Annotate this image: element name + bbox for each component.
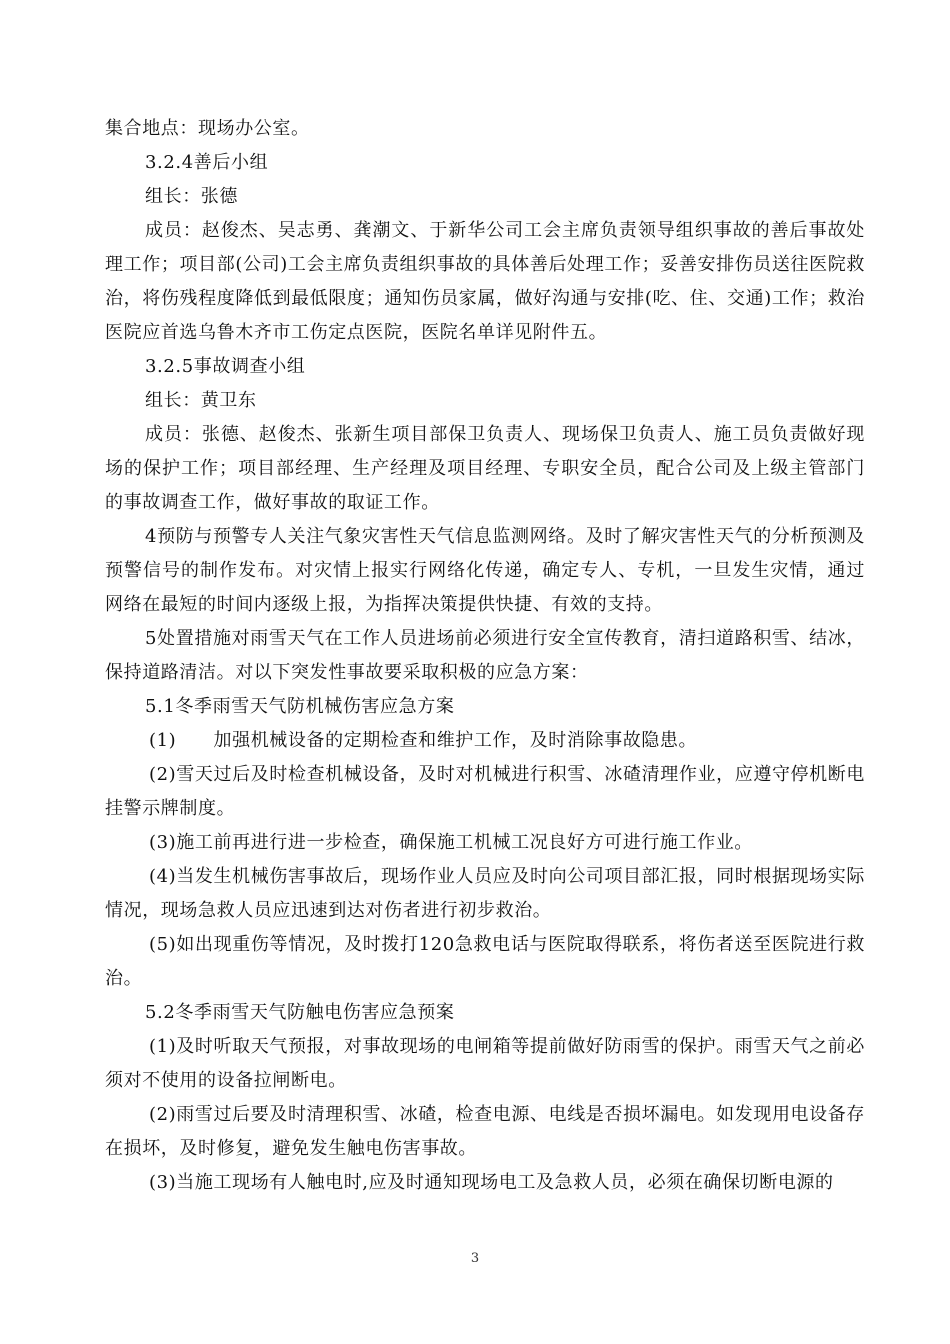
heading-5-1: 5.1冬季雨雪天气防机械伤害应急方案 (145, 696, 455, 717)
paragraph-section-5: 5处置措施对雨雪天气在工作人员进场前必须进行安全宣传教育，清扫道路积雪、结冰，保持道路清洁。对以下突发性事故要采取积极的应急方案： (105, 628, 865, 683)
list-item-5-1-3: (3)施工前再进行进一步检查，确保施工机械工况良好方可进行施工作业。 (149, 832, 753, 853)
page-number: 3 (470, 1251, 480, 1266)
heading-5-2: 5.2冬季雨雪天气防触电伤害应急预案 (145, 1002, 455, 1023)
paragraph-members-3-2-5: 成员：张德、赵俊杰、张新生项目部保卫负责人、现场保卫负责人、施工员负责做好现场的保护工作；项目部经理、生产经理及项目经理、专职安全员，配合公司及上级主管部门的事故调查工作，做好事故的取证工作。 (105, 424, 865, 513)
paragraph-leader-3-2-5: 组长：黄卫东 (145, 390, 257, 411)
list-item-5-1-1: (1) 加强机械设备的定期检查和维护工作，及时消除事故隐患。 (149, 730, 698, 751)
paragraph-section-4: 4预防与预警专人关注气象灾害性天气信息监测网络。及时了解灾害性天气的分析预测及预警信号的制作发布。对灾情上报实行网络化传递，确定专人、专机，一旦发生灾情，通过网络在最短的时间内逐级上报，为指挥决策提供快捷、有效的支持。 (105, 526, 865, 615)
heading-3-2-5: 3.2.5事故调查小组 (145, 356, 306, 377)
paragraph-leader-3-2-4: 组长：张德 (145, 186, 238, 207)
list-item-5-1-5: (5)如出现重伤等情况，及时拨打120急救电话与医院取得联系，将伤者送至医院进行救治。 (105, 934, 865, 989)
list-item-5-1-4: (4)当发生机械伤害事故后，现场作业人员应及时向公司项目部汇报，同时根据现场实际情况，现场急救人员应迅速到达对伤者进行初步救治。 (105, 866, 865, 921)
heading-3-2-4: 3.2.4善后小组 (145, 152, 269, 173)
list-item-5-1-2: (2)雪天过后及时检查机械设备，及时对机械进行积雪、冰碴清理作业，应遵守停机断电挂警示牌制度。 (105, 764, 865, 819)
list-item-5-2-3: (3)当施工现场有人触电时,应及时通知现场电工及急救人员，必须在确保切断电源的 (149, 1172, 834, 1193)
list-item-5-2-1: (1)及时听取天气预报，对事故现场的电闸箱等提前做好防雨雪的保护。雨雪天气之前必须对不使用的设备拉闸断电。 (105, 1036, 865, 1091)
document-body (105, 112, 865, 1200)
paragraph-members-3-2-4: 成员：赵俊杰、吴志勇、龚潮文、于新华公司工会主席负责领导组织事故的善后事故处理工作；项目部(公司)工会主席负责组织事故的具体善后处理工作；妥善安排伤员送往医院救治，将伤残程度降低到最低限度；通知伤员家属，做好沟通与安排(吃、住、交通)工作；救治医院应首选乌鲁木齐市工伤定点医院，医院名单详见附件五。 (105, 220, 865, 343)
list-item-5-2-2: (2)雨雪过后要及时清理积雪、冰碴，检查电源、电线是否损坏漏电。如发现用电设备存在损坏，及时修复，避免发生触电伤害事故。 (105, 1104, 865, 1159)
paragraph-assembly-point: 集合地点：现场办公室。 (105, 118, 310, 139)
